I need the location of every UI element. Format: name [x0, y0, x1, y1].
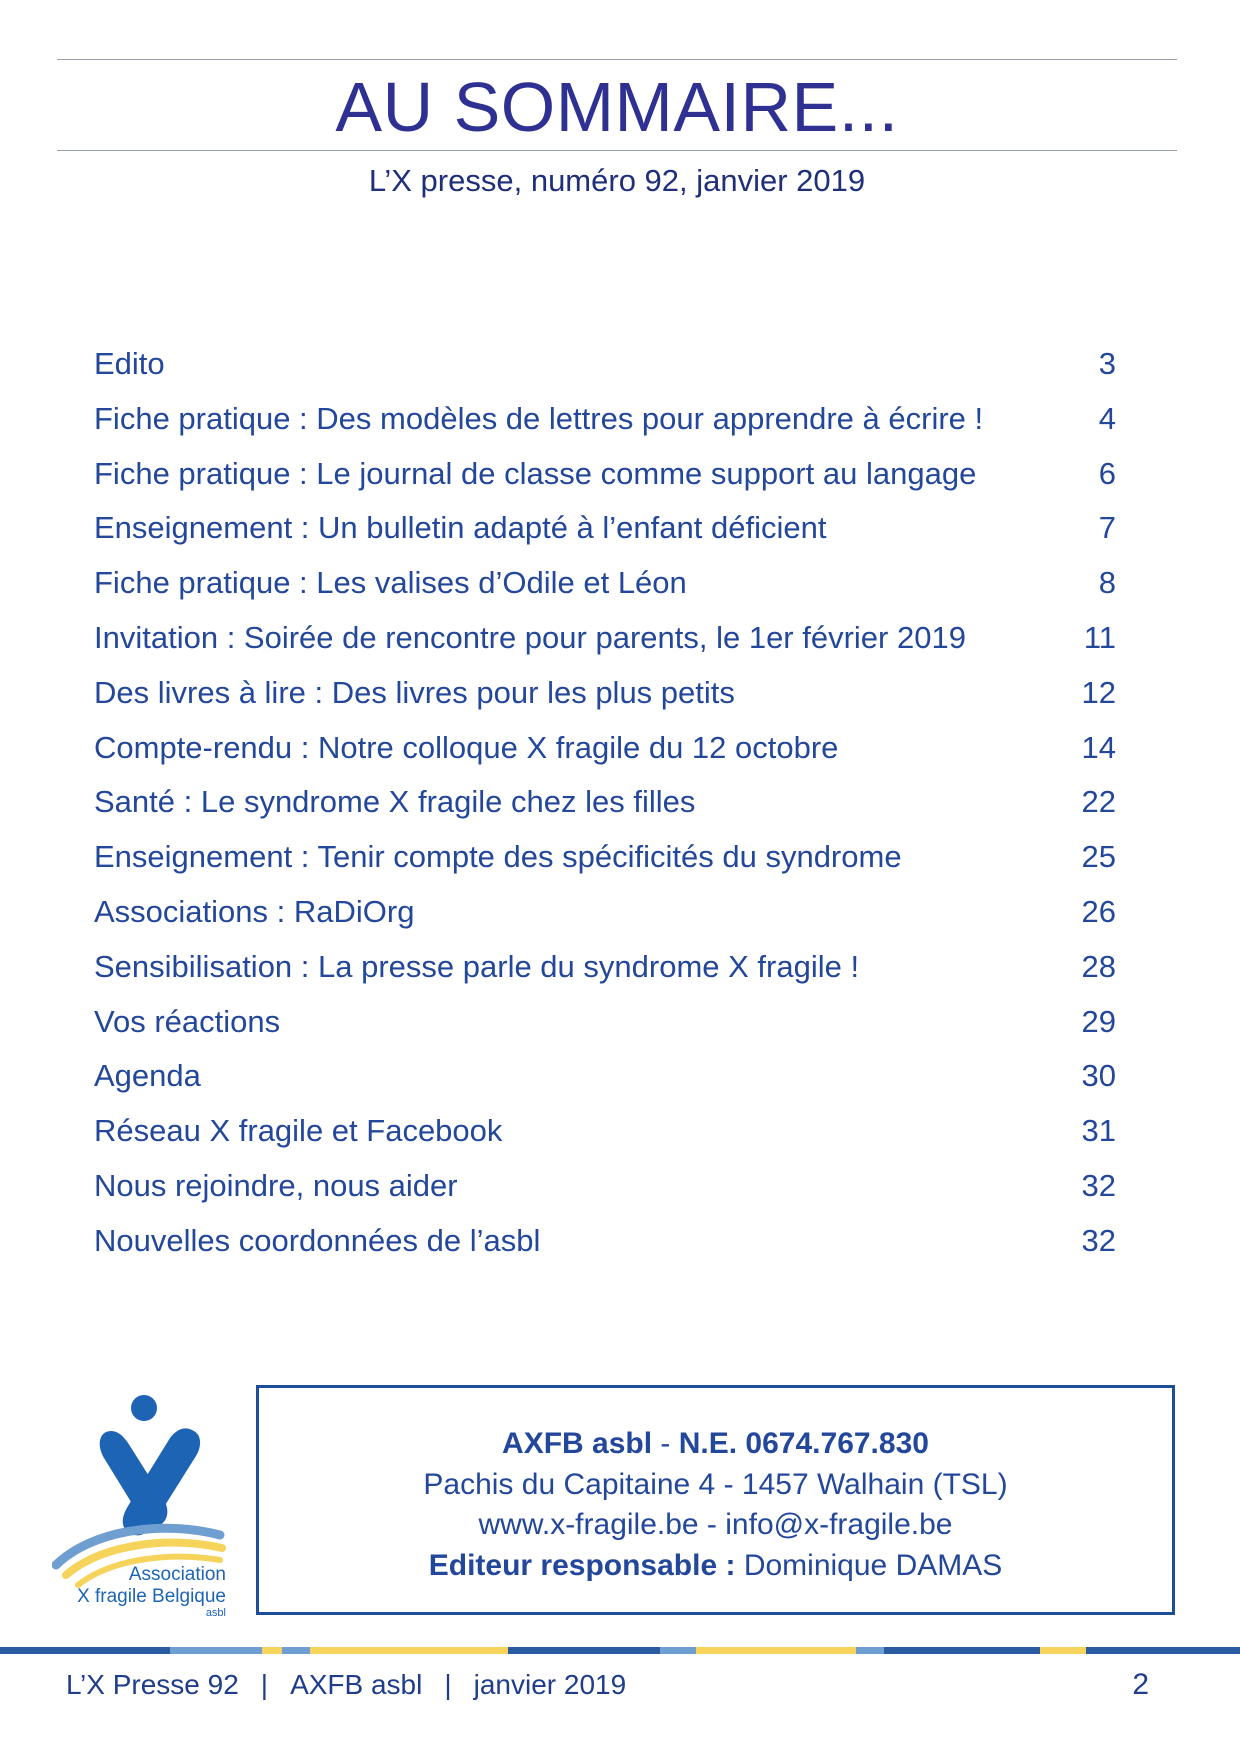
- page-title: AU SOMMAIRE...: [335, 68, 899, 146]
- footer-line: [66, 1668, 626, 1702]
- toc-entry-page: 31: [1081, 1113, 1116, 1149]
- toc-entry-page: 25: [1081, 839, 1116, 875]
- toc-entry: [94, 666, 1114, 721]
- toc-entry-title: Compte-rendu : Notre colloque X fragile du 12 octobre: [94, 729, 839, 765]
- toc-entry-page: 30: [1081, 1058, 1116, 1094]
- logo-text-line2: X fragile Belgique: [77, 1586, 226, 1607]
- info-line-1: [259, 1424, 1172, 1465]
- logo-text-line1: Association: [128, 1564, 226, 1585]
- editor-label: Editeur responsable :: [428, 1548, 736, 1582]
- publisher-info-box: [256, 1385, 1175, 1615]
- org-dash: -: [652, 1427, 679, 1460]
- info-editor: [259, 1546, 1172, 1587]
- toc-entry-page: 28: [1081, 948, 1116, 984]
- toc-entry: [94, 447, 1114, 502]
- toc-entry-page: 32: [1081, 1222, 1116, 1258]
- footer-date: janvier 2019: [473, 1669, 627, 1700]
- toc-entry-page: 7: [1098, 510, 1116, 546]
- toc-entry-page: 3: [1098, 346, 1116, 381]
- toc-entry-page: 29: [1081, 1003, 1116, 1039]
- page-number: 2: [1132, 1668, 1149, 1701]
- toc-entry: [94, 337, 1114, 392]
- table-of-contents: [94, 337, 1114, 1269]
- toc-entry: [94, 392, 1114, 447]
- footer-separator-2: |: [444, 1669, 452, 1700]
- toc-entry-page: 32: [1081, 1167, 1116, 1203]
- toc-entry-title: Réseau X fragile et Facebook: [94, 1113, 503, 1149]
- toc-entry: [94, 721, 1114, 776]
- footer-color-bar: [0, 1647, 1240, 1654]
- toc-entry-title: Agenda: [94, 1058, 201, 1094]
- toc-entry: [94, 611, 1114, 666]
- toc-entry-page: 26: [1081, 893, 1116, 929]
- toc-entry-title: Enseignement : Tenir compte des spécificités du syndrome: [94, 839, 902, 875]
- toc-entry-title: Vos réactions: [94, 1003, 281, 1039]
- editor-name: Dominique DAMAS: [735, 1548, 1003, 1582]
- toc-entry-page: 12: [1081, 674, 1116, 710]
- toc-entry: [94, 775, 1114, 830]
- toc-entry: [94, 885, 1114, 940]
- info-web-email: www.x-fragile.be - info@x-fragile.be: [478, 1508, 953, 1541]
- enterprise-number: N.E. 0674.767.830: [678, 1427, 929, 1460]
- toc-entry-title: Associations : RaDiOrg: [94, 893, 415, 929]
- toc-entry-page: 14: [1081, 729, 1116, 765]
- footer-org: AXFB asbl: [290, 1669, 423, 1700]
- toc-entry-title: Santé : Le syndrome X fragile chez les filles: [94, 784, 696, 820]
- toc-entry: [94, 501, 1114, 556]
- toc-entry: [94, 995, 1114, 1050]
- toc-entry-title: Fiche pratique : Les valises d’Odile et Léon: [94, 565, 687, 601]
- toc-entry-title: Fiche pratique : Des modèles de lettres pour apprendre à écrire !: [94, 400, 984, 436]
- toc-entry-page: 11: [1083, 619, 1116, 655]
- toc-entry-title: Invitation : Soirée de rencontre pour parents, le 1er février 2019: [94, 619, 966, 655]
- title-rule: [57, 150, 1177, 151]
- org-name: AXFB asbl: [502, 1427, 653, 1460]
- toc-entry: [94, 1214, 1114, 1269]
- logo-head-icon: [131, 1395, 157, 1421]
- toc-entry: [94, 830, 1114, 885]
- toc-entry: [94, 1104, 1114, 1159]
- toc-entry: [94, 556, 1114, 611]
- toc-entry-title: Sensibilisation : La presse parle du syndrome X fragile !: [94, 948, 860, 984]
- toc-entry-title: Fiche pratique : Le journal de classe comme support au langage: [94, 455, 977, 491]
- footer-publication: L’X Presse 92: [66, 1669, 239, 1700]
- toc-entry-title: Des livres à lire : Des livres pour les plus petits: [94, 674, 735, 710]
- toc-entry: [94, 1159, 1114, 1214]
- toc-entry-title: Nouvelles coordonnées de l’asbl: [94, 1222, 541, 1258]
- association-logo: [52, 1380, 242, 1620]
- issue-subtitle: L’X presse, numéro 92, janvier 2019: [368, 163, 866, 198]
- logo-text-line3: asbl: [205, 1607, 226, 1619]
- footer-separator-1: |: [260, 1669, 269, 1700]
- toc-entry-page: 8: [1098, 565, 1116, 601]
- toc-entry-page: 4: [1098, 400, 1116, 436]
- toc-entry: [94, 940, 1114, 995]
- toc-entry-title: Nous rejoindre, nous aider: [94, 1167, 458, 1203]
- toc-entry-title: Enseignement : Un bulletin adapté à l’enfant déficient: [94, 510, 827, 546]
- info-address: Pachis du Capitaine 4 - 1457 Walhain (TSL): [423, 1467, 1008, 1501]
- toc-entry-page: 6: [1098, 455, 1116, 491]
- toc-entry: [94, 1049, 1114, 1104]
- toc-entry-title: Edito: [94, 346, 165, 381]
- top-rule: [57, 59, 1177, 60]
- toc-entry-page: 22: [1081, 784, 1116, 820]
